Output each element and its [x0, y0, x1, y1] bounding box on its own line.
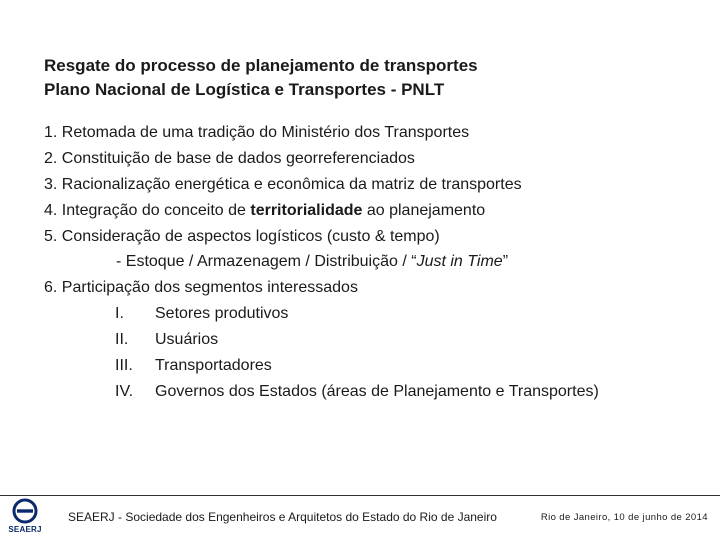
title-line-2: Plano Nacional de Logística e Transportes - PNLT [44, 80, 445, 99]
list-item-4-text: 4. Integração do conceito de [44, 201, 251, 219]
title-line-1: Resgate do processo de planejamento de transportes [44, 56, 478, 75]
segment-item [44, 379, 599, 405]
segment-label: Transportadores [155, 357, 272, 375]
logistics-sub-text: - Estoque / Armazenagem / Distribuição / “ [116, 253, 417, 271]
list-item-4 [44, 198, 599, 224]
list-item-4-text-end: ao planejamento [362, 201, 486, 219]
footer-organization: SEAERJ - Sociedade dos Engenheiros e Arquitetos do Estado do Rio de Janeiro [68, 510, 497, 524]
segment-number: II. [115, 331, 129, 349]
segment-item [44, 353, 599, 379]
list-item-2: 2. Constituição de base de dados georreferenciados [44, 149, 415, 167]
segment-label: Usuários [155, 331, 219, 349]
segment-number: IV. [115, 382, 134, 400]
list-item-6: 6. Participação dos segmentos interessados [44, 279, 358, 297]
list-item-5: 5. Consideração de aspectos logísticos (custo & tempo) [44, 227, 440, 245]
just-in-time-emphasis: Just in Time [416, 253, 503, 271]
segment-item [44, 327, 599, 353]
slide-content [44, 120, 599, 405]
list-item-1: 1. Retomada de uma tradição do Ministério dos Transportes [44, 124, 470, 141]
segment-label: Setores produtivos [155, 305, 289, 323]
segment-number: III. [115, 357, 133, 375]
footer-date: Rio de Janeiro, 10 de junho de 2014 [540, 512, 708, 523]
seaerj-logo-icon [8, 497, 42, 525]
segment-number: I. [115, 305, 124, 323]
footer-divider [0, 495, 720, 496]
slide-title [44, 54, 478, 102]
logistics-sub-quote-close: ” [502, 253, 509, 271]
list-item-3: 3. Racionalização energética e econômica da matriz de transportes [44, 175, 522, 193]
list-item-5-sub [44, 249, 599, 275]
logo-text: SEAERJ [8, 525, 42, 534]
segment-label: Governos dos Estados (áreas de Planejamento e Transportes) [155, 382, 599, 400]
segment-item [44, 301, 599, 327]
territorialidade-emphasis: territorialidade [250, 201, 363, 219]
seaerj-logo [8, 497, 42, 537]
